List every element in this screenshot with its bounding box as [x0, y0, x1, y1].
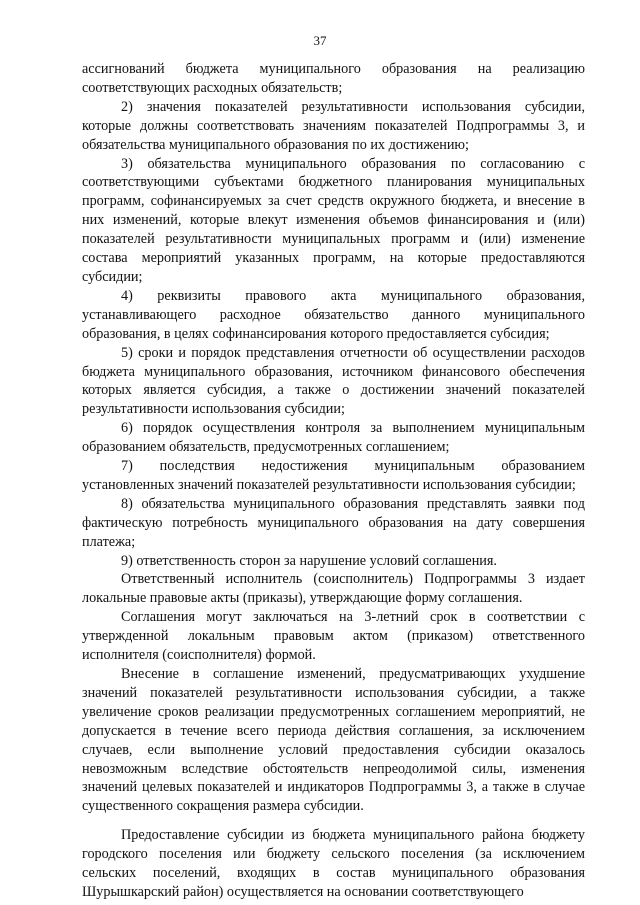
paragraph-agreement-changes: Внесение в соглашение изменений, предусматривающих ухудшение значений показателей результативности использования субсидии, а также увеличение сроков реализации предусмотренных соглашением мероприятий, не допускается в течение всего периода действия соглашения, за исключением случаев, если выполнение условий предоставления субсидии оказалось невозможным вследствие обстоятельств непреодолимой силы, изменения значений целевых показателей и индикаторов Подпрограммы 3, а также в случае существенного сокращения размера субсидии. — [82, 666, 585, 815]
paragraph-item-7: 7) последствия недостижения муниципальным образованием установленных значений показателей результативности использования субсидии; — [82, 458, 585, 493]
paragraph-agreement-term: Соглашения могут заключаться на 3-летний срок в соответствии с утвержденной локальным правовым актом (приказом) ответственного исполнителя (соисполнителя) формой. — [82, 609, 585, 664]
paragraph-item-4: 4) реквизиты правового акта муниципального образования, устанавливающего расходное обязательство данного муниципального образования, в целях софинансирования которого предоставляется субсидия; — [82, 287, 585, 342]
paragraph-subsidy-provision: Предоставление субсидии из бюджета муниципального района бюджету городского поселения или бюджету сельского поселения (за исключением сельских поселений, входящих в состав муниципального образования Шурышкарский район) осуществляется на основании соответствующего — [82, 827, 585, 900]
paragraph-item-2: 2) значения показателей результативности использования субсидии, которые должны соответствовать значениям показателей Подпрограммы 3, и обязательства муниципального образования по их достижению; — [82, 98, 585, 153]
paragraph-item-6: 6) порядок осуществления контроля за выполнением муниципальным образованием обязательств, предусмотренных соглашением; — [82, 420, 585, 456]
document-body — [82, 60, 585, 902]
paragraph-responsible-executor: Ответственный исполнитель (соисполнитель) Подпрограммы 3 издает локальные правовые акты (приказы), утверждающие форму соглашения. — [82, 571, 585, 607]
paragraph-item-8: 8) обязательства муниципального образования представлять заявки под фактическую потребность муниципального образования на дату совершения платежа; — [82, 495, 585, 550]
paragraph-item-3: 3) обязательства муниципального образования по согласованию с соответствующими субъектами бюджетного планирования муниципальных программ, софинансируемых за счет средств окружного бюджета, и внесение в них изменений, которые влекут изменения объемов финансирования и (или) показателей результативности муниципальных программ и (или) изменение состава мероприятий указанных программ, на которые предоставляются субсидии; — [82, 155, 585, 285]
paragraph-continuation: ассигнований бюджета муниципального образования на реализацию соответствующих расходных обязательств; — [82, 61, 585, 96]
page-number: 37 — [313, 33, 327, 48]
paragraph-item-5: 5) сроки и порядок представления отчетности об осуществлении расходов бюджета муниципального образования, источником финансового обеспечения которых является субсидия, а также о достижении значений показателей результативности использования субсидии; — [82, 344, 585, 418]
paragraph-item-9: 9) ответственность сторон за нарушение условий соглашения. — [121, 552, 497, 569]
